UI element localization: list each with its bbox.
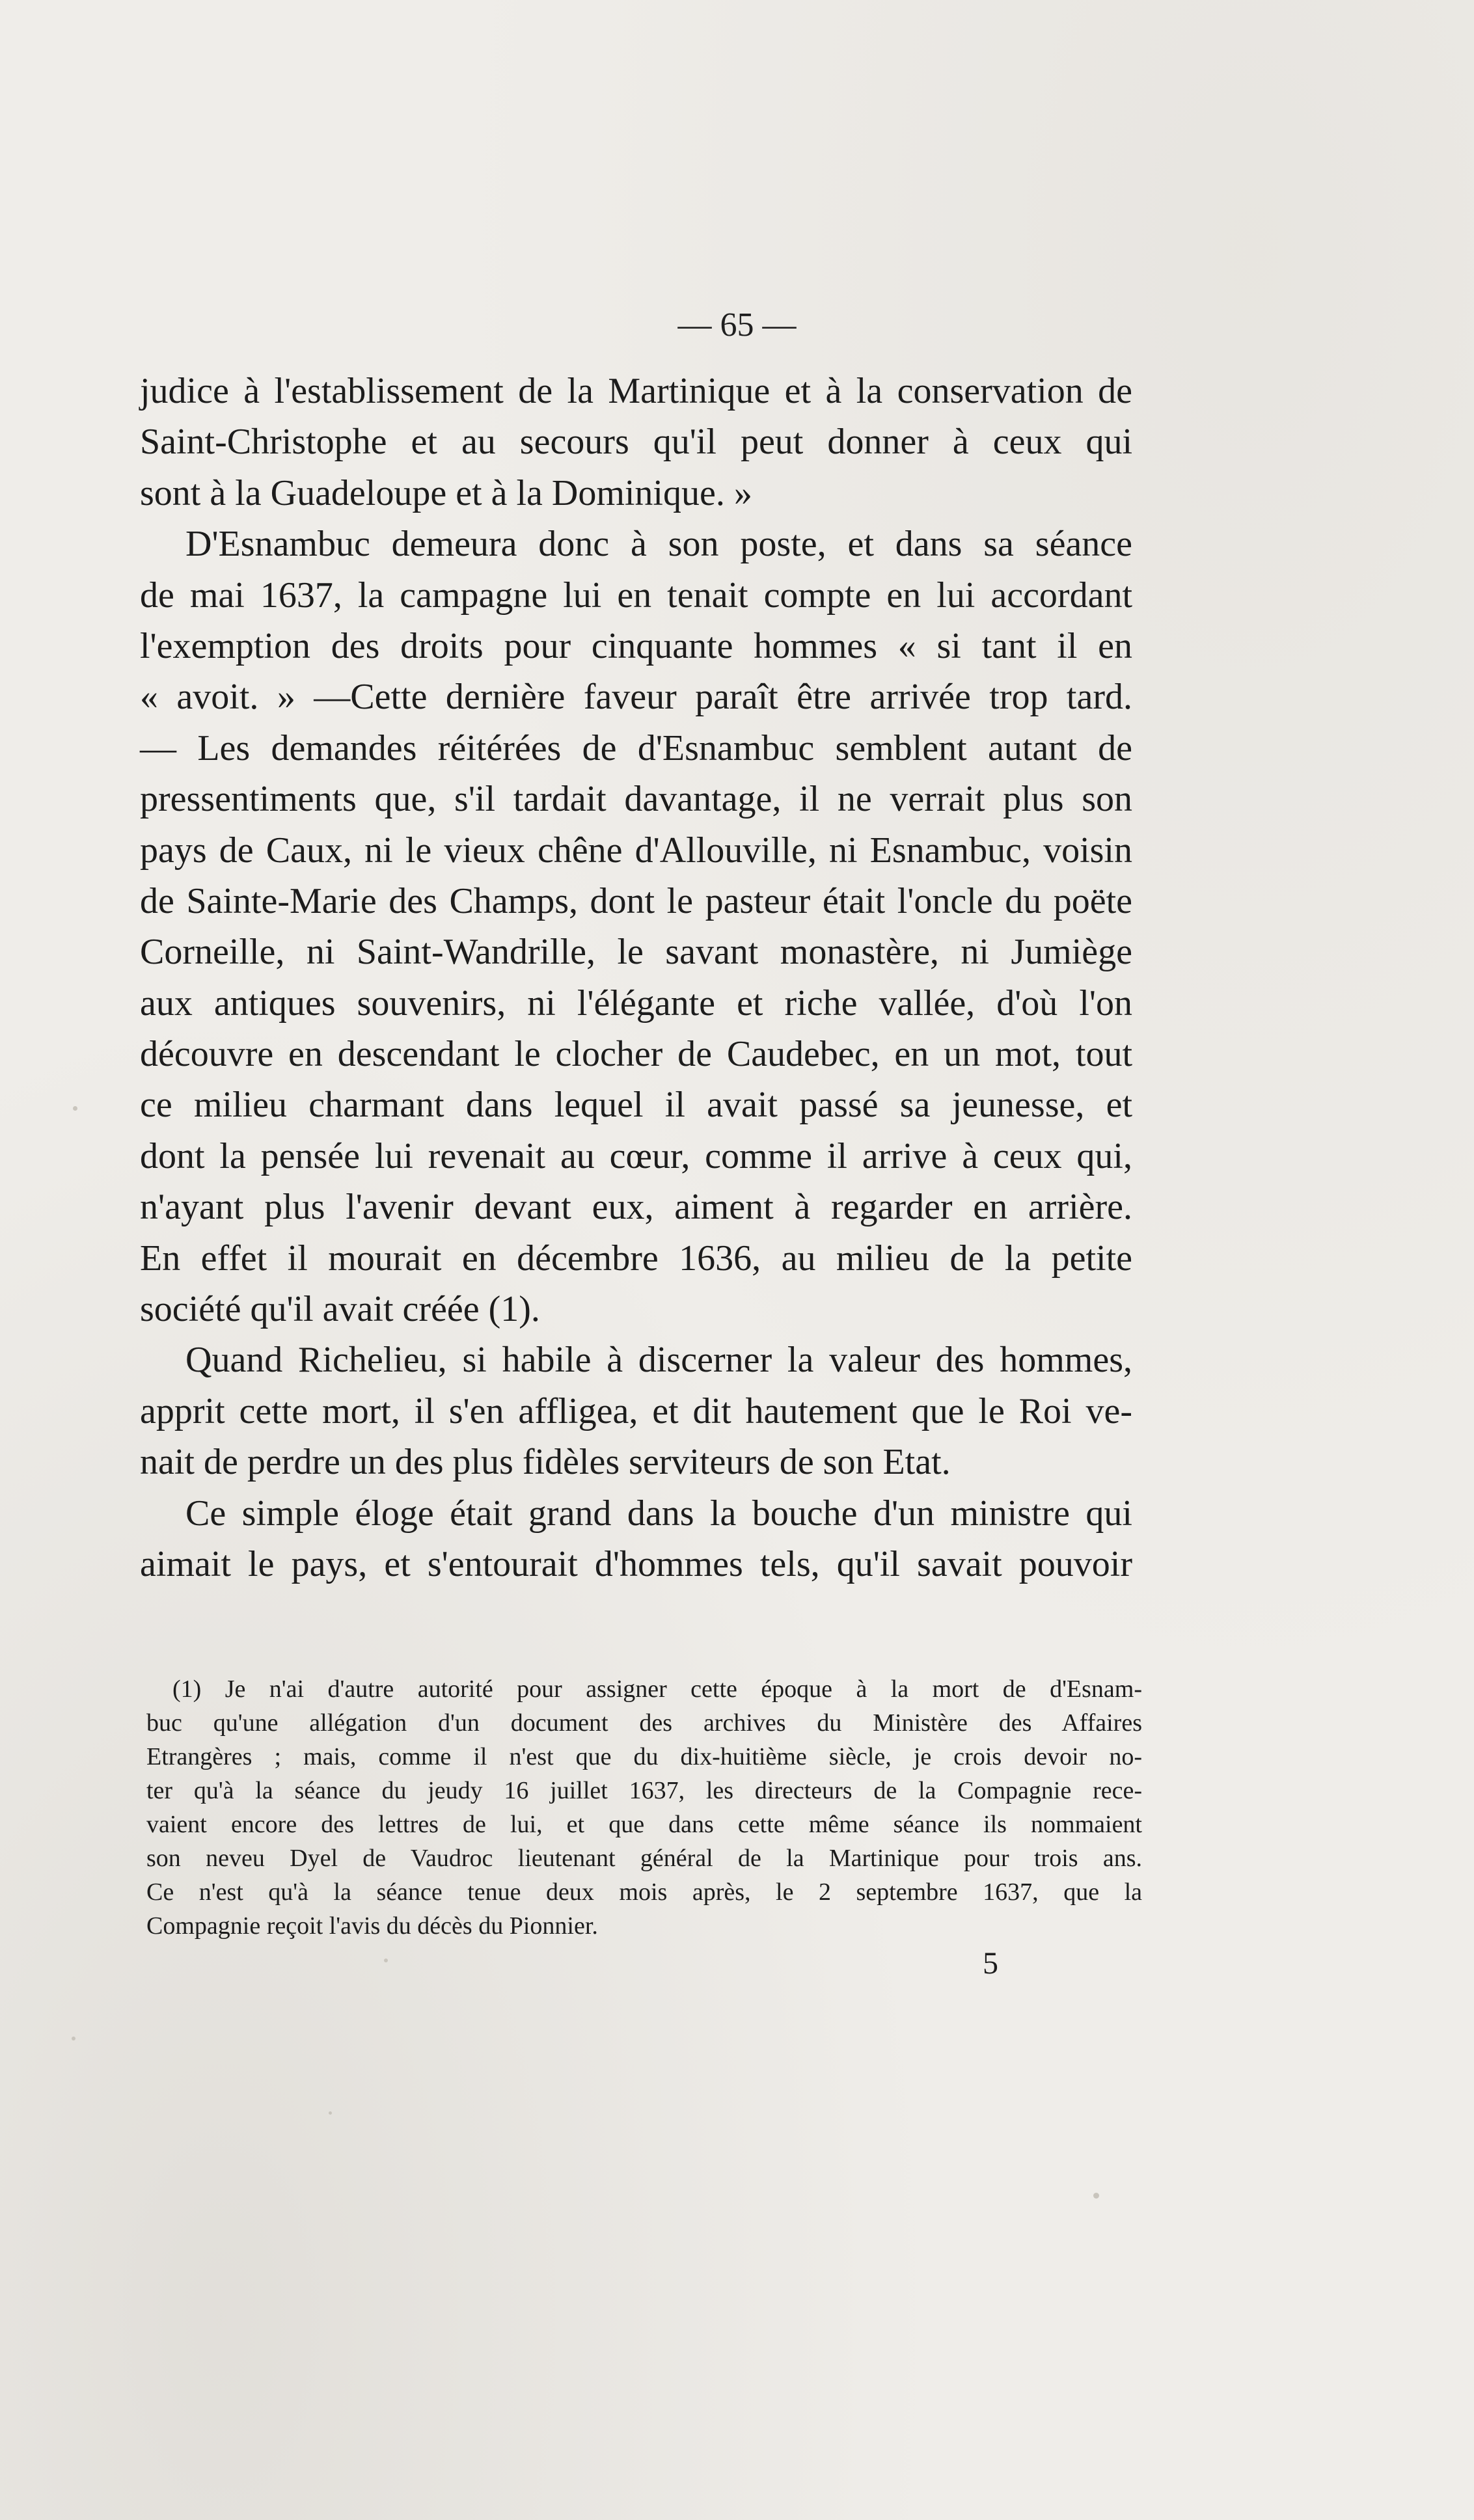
footnote-line: son neveu Dyel de Vaudroc lieutenant général de la Martinique pour trois ans.: [146, 1845, 1142, 1872]
text-line: « avoit. » —Cette dernière faveur paraît être arrivée trop tard.: [140, 677, 1132, 718]
text-line: de mai 1637, la campagne lui en tenait compte en lui accordant: [140, 575, 1132, 616]
body-text: [140, 366, 1132, 1590]
signature-mark: 5: [983, 1946, 998, 1981]
paper-speck: [72, 2037, 75, 2040]
footnote-line: ter qu'à la séance du jeudy 16 juillet 1637, les directeurs de la Compagnie rece-: [146, 1777, 1142, 1804]
text-line: D'Esnambuc demeura donc à son poste, et dans sa séance: [185, 524, 1132, 565]
paper-speck: [384, 1958, 388, 1962]
footnote-line: vaient encore des lettres de lui, et que dans cette même séance ils nommaient: [146, 1811, 1142, 1838]
text-line: Ce simple éloge était grand dans la bouche d'un ministre qui: [185, 1493, 1132, 1534]
text-line: dont la pensée lui revenait au cœur, comme il arrive à ceux qui,: [140, 1135, 1132, 1176]
footnote-line: Etrangères ; mais, comme il n'est que du dix-huitième siècle, je crois devoir no-: [146, 1743, 1142, 1770]
text-line: judice à l'establissement de la Martinique et à la conservation de: [140, 371, 1132, 411]
page-number: — 65 —: [677, 306, 797, 344]
text-line: Quand Richelieu, si habile à discerner la valeur des hommes,: [185, 1340, 1132, 1381]
text-line: aux antiques souvenirs, ni l'élégante et riche vallée, d'où l'on: [140, 982, 1132, 1023]
text-line: apprit cette mort, il s'en affligea, et dit hautement que le Roi ve-: [140, 1390, 1132, 1431]
paper-speck: [1093, 2193, 1099, 2199]
text-line: En effet il mourait en décembre 1636, au milieu de la petite: [140, 1238, 1132, 1279]
text-line: Corneille, ni Saint-Wandrille, le savant monastère, ni Jumiège: [140, 932, 1132, 973]
text-line: sont à la Guadeloupe et à la Dominique. »: [140, 472, 752, 513]
footnote-line: Compagnie reçoit l'avis du décès du Pionnier.: [146, 1912, 598, 1940]
text-line: — Les demandes réitérées de d'Esnambuc semblent autant de: [140, 727, 1132, 768]
text-line: l'exemption des droits pour cinquante hommes « si tant il en: [140, 625, 1132, 666]
text-line: nait de perdre un des plus fidèles serviteurs de son Etat.: [140, 1442, 951, 1483]
text-line: n'ayant plus l'avenir devant eux, aiment à regarder en arrière.: [140, 1187, 1132, 1228]
text-line: société qu'il avait créée (1).: [140, 1289, 540, 1330]
paper-speck: [329, 2111, 332, 2115]
text-line: de Sainte-Marie des Champs, dont le pasteur était l'oncle du poëte: [140, 880, 1132, 921]
footnote-line: (1) Je n'ai d'autre autorité pour assigner cette époque à la mort de d'Esnam-: [172, 1675, 1142, 1703]
footnote: [146, 1672, 1142, 1943]
paper-speck: [73, 1106, 77, 1111]
text-line: pays de Caux, ni le vieux chêne d'Allouville, ni Esnambuc, voisin: [140, 830, 1132, 871]
text-line: pressentiments que, s'il tardait davantage, il ne verrait plus son: [140, 779, 1132, 820]
footnote-line: Ce n'est qu'à la séance tenue deux mois après, le 2 septembre 1637, que la: [146, 1878, 1142, 1906]
text-line: découvre en descendant le clocher de Caudebec, en un mot, tout: [140, 1034, 1132, 1075]
footnote-line: buc qu'une allégation d'un document des archives du Ministère des Affaires: [146, 1709, 1142, 1737]
text-line: Saint-Christophe et au secours qu'il peut donner à ceux qui: [140, 422, 1132, 463]
text-line: aimait le pays, et s'entourait d'hommes tels, qu'il savait pouvoir: [140, 1543, 1132, 1584]
text-line: ce milieu charmant dans lequel il avait passé sa jeunesse, et: [140, 1085, 1132, 1126]
